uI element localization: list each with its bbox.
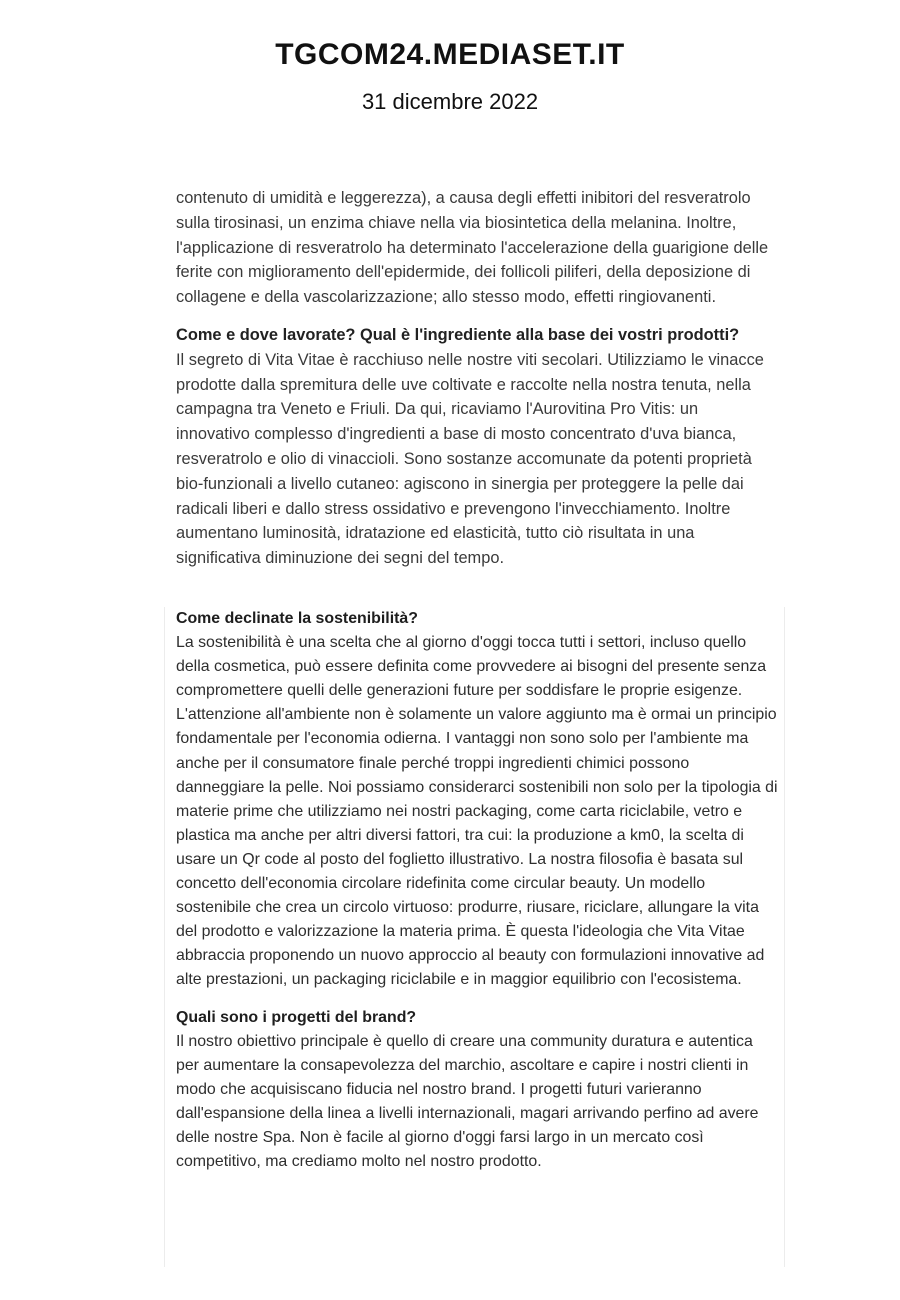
question-projects: Quali sono i progetti del brand?	[176, 1008, 417, 1026]
intro-paragraph: contenuto di umidità e leggerezza), a causa degli effetti inibitori del resveratrolo sulla tirosinasi, un enzima chiave nella via biosintetica della melanina. Inoltre, l'applicazione di resveratrolo ha determinato l'accelerazione della guarigione delle ferite con miglioramento dell'epidermide, dei follicoli piliferi, della deposizione di collagene e della vascolarizzazione; allo stesso modo, effetti ringiovanenti.	[176, 189, 769, 307]
publication-date: 31 dicembre 2022	[361, 89, 539, 114]
masthead	[0, 38, 900, 115]
answer-sustainability: La sostenibilità è una scelta che al giorno d'oggi tocca tutti i settori, incluso quello della cosmetica, può essere definita come provvedere ai bisogni del presente senza compromettere quelli delle generazioni future per soddisfare le proprie esigenze. L'attenzione all'ambiente non è solamente un valore aggiunto ma è ormai un principio fondamentale per l'economia odierna. I vantaggi non sono solo per l'ambiente ma anche per il consumatore finale perché troppi ingredienti chimici possono danneggiare la pelle. Noi possiamo considerarci sostenibili non solo per la tipologia di materie prime che utilizziamo nei nostri packaging, come carta riciclabile, vetro e plastica ma anche per altri diversi fattori, tra cui: la produzione a km0, la scelta di usare un Qr code al posto del foglietto illustrativo. La nostra filosofia è basata sul concetto dell'economia circolare ridefinita come circular beauty. Un modello sostenibile che crea un circolo virtuoso: produrre, riusare, riciclare, allungare la vita del prodotto e valorizzazione la materia prima. È questa l'ideologia che Vita Vitae abbraccia proponendo un nuovo approccio al beauty con formulazioni innovative ad alte prestazioni, un packaging riciclabile e in maggior equilibrio con l'ecosistema.	[176, 634, 778, 989]
answer-projects: Il nostro obiettivo principale è quello di creare una community duratura e autentica per aumentare la consapevolezza del marchio, ascoltare e capire i nostri clienti in modo che acquisiscano fiducia nel nostro brand. I progetti futuri varieranno dall'espansione della linea a livelli internazionali, magari arrivando perfino ad avere delle nostre Spa. Non è facile al giorno d'oggi farsi largo in un mercato così competitivo, ma crediamo molto nel nostro prodotto.	[176, 1032, 759, 1171]
question-ingredient: Come e dove lavorate? Qual è l'ingrediente alla base dei vostri prodotti?	[176, 325, 740, 344]
question-sustainability: Come declinate la sostenibilità?	[176, 610, 418, 627]
clipping-section-2	[164, 607, 785, 1267]
article-clipping	[164, 186, 778, 1171]
publication-name: TGCOM24.MEDIASET.IT	[275, 38, 625, 71]
answer-ingredient: Il segreto di Vita Vitae è racchiuso nelle nostre viti secolari. Utilizziamo le vinacce prodotte dalla spremitura delle uve coltivate e raccolte nella nostra tenuta, nella campagna tra Veneto e Friuli. Da qui, ricaviamo l'Aurovitina Pro Vitis: un innovativo complesso d'ingredienti a base di mosto concentrato d'uva bianca, resveratrolo e olio di vinaccioli. Sono sostanze accomunate da potenti proprietà bio-funzionali a livello cutaneo: agiscono in sinergia per proteggere la pelle dai radicali liberi e dallo stress ossidativo e prevengono l'invecchiamento. Inoltre aumentano luminosità, idratazione ed elasticità, tutto ciò risultata in una significativa diminuzione dei segni del tempo.	[176, 350, 764, 568]
clipping-section-1	[164, 186, 770, 571]
